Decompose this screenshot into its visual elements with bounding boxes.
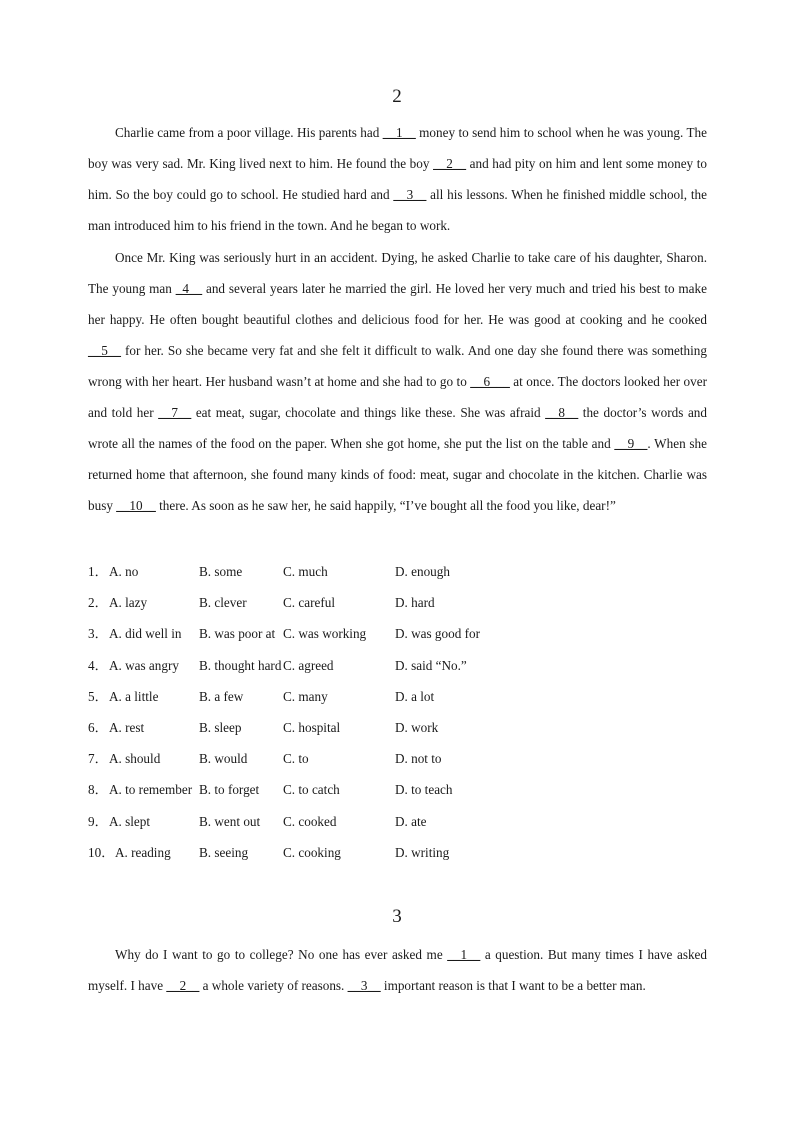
option-row-9 [88,806,707,837]
option-a: A. reading [115,844,171,860]
answer-blank-5: __8__ [545,405,579,420]
passage-text: the doctor’s words and wrote all the names of the food on the paper. When she got home, she put the list on the table and [88,405,707,451]
option-b: B. a few [199,688,244,704]
answer-blank-4: __7__ [158,405,192,420]
passage-text: a whole variety of reasons. [199,978,348,993]
passage-text: . When she returned home that afternoon, she found many kinds of food: meat, sugar and chocolate in the kitchen. Charlie was busy [88,436,707,513]
option-row-3 [88,618,707,649]
option-c: C. to catch [283,782,340,798]
answer-blank-3: __3__ [347,978,381,993]
option-c: C. agreed [283,657,334,673]
answer-blank-2: __2__ [433,156,467,171]
answer-blank-7: __10__ [116,498,156,513]
option-row-1 [88,556,707,587]
section-2-paragraph-1 [88,117,707,241]
option-a: A. was angry [109,657,179,673]
option-c: C. cooking [283,844,341,860]
option-number: 6． [88,719,108,735]
option-a: A. rest [109,719,145,735]
option-d: D. ate [395,813,427,829]
option-number: 4． [88,657,108,673]
option-b: B. to forget [199,782,260,798]
option-c: C. hospital [283,719,341,735]
section-2-number: 2 [392,86,402,107]
answer-blank-2: __5__ [88,343,121,358]
option-number: 10． [88,844,115,860]
option-b: B. clever [199,595,247,611]
passage-text: there. As soon as he saw her, he said happily, “I’ve bought all the food you like, dear!” [155,498,616,513]
option-b: B. was poor at [199,626,276,642]
option-a: A. no [109,564,139,579]
option-c: C. many [283,688,328,704]
option-row-2 [88,587,707,618]
answer-blank-6: __9__ [614,436,648,451]
option-d: D. said “No.” [395,657,467,673]
option-c: C. much [283,564,328,579]
passage-text: Once Mr. King was seriously hurt in an accident. Dying, he asked Charlie to take care of his daughter, Sharon. The young man [88,250,707,296]
option-number: 9． [88,813,108,829]
option-d: D. work [395,719,439,735]
passage-text: Why do I want to go to college? No one has ever asked me [115,947,448,962]
passage-text: eat meat, sugar, chocolate and things like these. She was afraid [191,405,546,420]
answer-blank-1: _4__ [175,281,203,296]
option-row-8 [88,774,707,805]
option-c: C. was working [283,626,367,642]
option-a: A. should [109,751,161,767]
option-d: D. a lot [395,688,435,704]
option-d: D. writing [395,844,450,860]
passage-text: a question. But many times I have asked myself. I have [88,947,708,993]
section-2-paragraph-2 [88,242,707,521]
passage-text: money to send him to school when he was young. The boy was very sad. Mr. King lived next to him. He found the boy [88,125,708,171]
option-a: A. slept [109,813,151,829]
option-number: 1． [88,564,108,579]
answer-blank-3: __6___ [470,374,510,389]
answer-blank-2: __2__ [166,978,200,993]
option-a: A. a little [109,688,159,704]
section-3-paragraph [88,939,707,1001]
passage-text: for her. So she became very fat and she felt it difficult to walk. And one day she found there was something wrong with her heart. Her husband wasn’t at home and she had to go to [88,343,707,389]
option-number: 7． [88,751,108,767]
passage-text: important reason is that I want to be a better man. [380,978,646,993]
option-number: 8． [88,782,108,798]
option-c: C. careful [283,595,335,611]
option-row-10 [88,837,707,868]
option-number: 5． [88,688,108,704]
option-row-5 [88,681,707,712]
option-b: B. thought hard [199,657,282,673]
passage-text: all his lessons. When he finished middle school, the man introduced him to his friend in the town. And he began to work. [88,187,707,233]
option-d: D. was good for [395,626,480,642]
answer-blank-1: __1__ [447,947,481,962]
option-b: B. some [199,564,243,579]
option-b: B. seeing [199,844,249,860]
passage-text: and had pity on him and lent some money to him. So the boy could go to school. He studied hard and [88,156,707,202]
option-a: A. did well in [109,626,182,642]
option-row-6 [88,712,707,743]
option-d: D. not to [395,751,442,767]
option-d: D. hard [395,595,435,611]
section-3-number: 3 [392,906,402,927]
option-number: 2． [88,595,108,611]
answer-blank-1: __1__ [382,125,416,140]
passage-text: Charlie came from a poor village. His parents had [115,125,383,140]
option-d: D. enough [395,564,450,579]
option-row-7 [88,743,707,774]
option-b: B. would [199,751,248,767]
option-number: 3． [88,626,108,642]
option-row-4 [88,650,707,681]
option-b: B. sleep [199,719,242,735]
passage-text: and several years later he married the girl. He loved her very much and tried his best to make her happy. He often bought beautiful clothes and delicious food for her. He was good at cooking and he cooked [88,281,707,327]
section-2-options-list [88,556,707,868]
option-c: C. to [283,751,309,767]
passage-text: at once. The doctors looked her over and told her [88,374,707,420]
option-d: D. to teach [395,782,453,798]
option-a: A. to remember [109,782,193,798]
option-b: B. went out [199,813,261,829]
answer-blank-3: __3__ [393,187,427,202]
option-a: A. lazy [109,595,148,611]
option-c: C. cooked [283,813,337,829]
